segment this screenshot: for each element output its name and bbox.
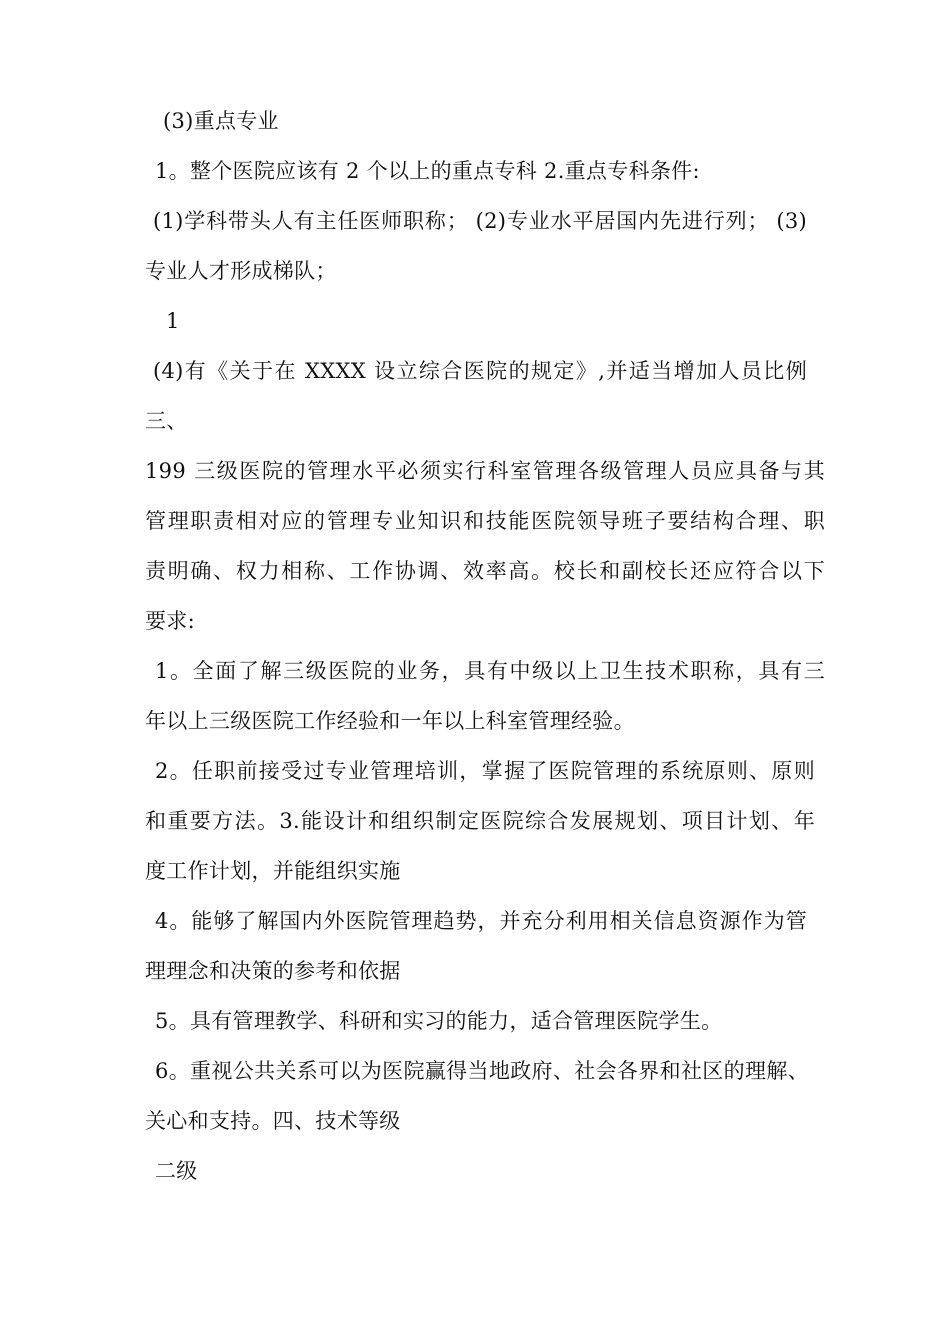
paragraph-line: 关心和支持。四、技术等级: [145, 1109, 401, 1133]
paragraph-line: 年以上三级医院工作经验和一年以上科室管理经验。: [145, 709, 635, 733]
paragraph-line: 199 三级医院的管理水平必须实行科室管理各级管理人员应具备与其: [145, 459, 825, 483]
section-heading-key-specialty: (3)重点专业: [163, 109, 279, 133]
paragraph-line: 要求:: [145, 609, 195, 633]
paragraph-line: 度工作计划，并能组织实施: [145, 859, 401, 883]
list-item-5: 5。具有管理教学、科研和实习的能力，适合管理医院学生。: [155, 1009, 723, 1033]
list-item-1: 1。全面了解三级医院的业务，具有中级以上卫生技术职称，具有三: [155, 659, 825, 683]
list-item-2: 2。任职前接受过专业管理培训，掌握了医院管理的系统原则、原则: [155, 759, 815, 783]
paragraph-line: 理理念和决策的参考和依据: [145, 959, 401, 983]
paragraph-line: 和重要方法。3.能设计和组织制定医院综合发展规划、项目计划、年: [145, 809, 815, 833]
list-item-4: 4。能够了解国内外医院管理趋势，并充分利用相关信息资源作为管: [155, 909, 807, 933]
page-number: 1: [166, 309, 180, 333]
paragraph-line: (1)学科带头人有主任医师职称； (2)专业水平居国内先进行列； (3): [153, 209, 807, 233]
section-heading-level-two: 二级: [155, 1159, 198, 1183]
paragraph-line: 管理职责相对应的管理专业知识和技能医院领导班子要结构合理、职: [145, 509, 825, 533]
list-item-6: 6。重视公共关系可以为医院赢得当地政府、社会各界和社区的理解、: [155, 1059, 809, 1083]
paragraph-line: 1。整个医院应该有 2 个以上的重点专科 2.重点专科条件:: [155, 159, 700, 183]
section-heading-three: 三、: [145, 409, 188, 433]
paragraph-line: (4)有《关于在 XXXX 设立综合医院的规定》,并适当增加人员比例: [153, 359, 807, 383]
paragraph-line: 专业人才形成梯队；: [145, 259, 337, 283]
paragraph-line: 责明确、权力相称、工作协调、效率高。校长和副校长还应符合以下: [145, 559, 825, 583]
